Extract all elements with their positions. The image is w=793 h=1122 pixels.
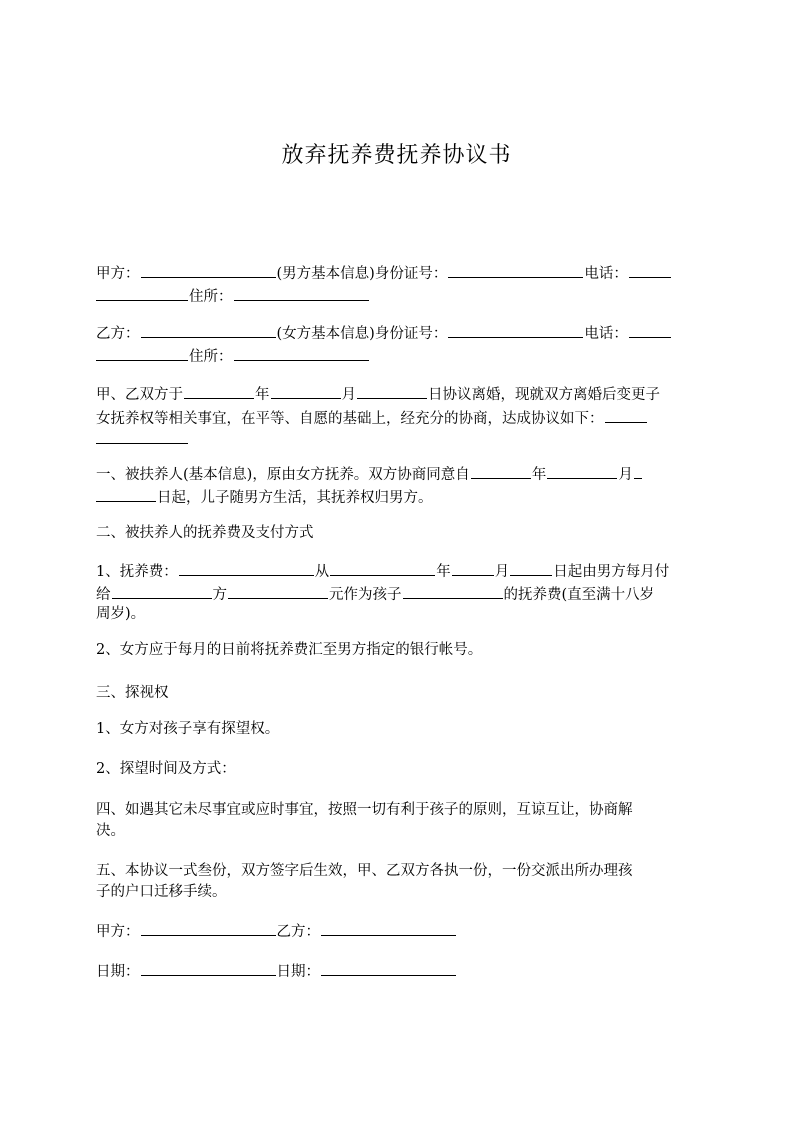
party-a-id-blank [448,262,583,278]
section4-line-2: 决。 [96,823,125,839]
section1-day-blank-cont [96,486,156,502]
signature-party-b-label: 乙方： [276,924,320,940]
signature-line [96,920,457,942]
section1-line-2 [96,486,433,508]
intro-line-2-text: 女抚养权等相关事宜，在平等、自愿的基础上，经充分的协商，达成协议如下： [96,411,604,427]
alimony-year-blank [330,560,435,576]
section1-prefix: 一、被扶养人(基本信息)，原由女方抚养。双方协商同意自 [96,467,470,483]
section2-item1-line-2 [96,583,654,605]
section1-day-blank [634,463,642,479]
alimony-recipient-blank [112,583,212,599]
alimony-child-blank [403,583,503,599]
intro-line-3 [96,428,189,450]
party-b-phone-label: 电话： [584,326,628,342]
signature-party-b-blank [321,920,456,936]
alimony-from: 从 [314,564,330,580]
alimony-label: 1、抚养费： [96,564,178,580]
date-a-blank [141,960,276,976]
intro-day-blank [357,383,427,399]
alimony-yuan: 元作为孩子 [329,587,402,603]
party-b-line-1 [96,322,672,344]
section2-item1-line-1 [96,560,669,582]
alimony-month-label: 月 [494,564,510,580]
party-a-info-note: (男方基本信息)身份证号： [276,266,448,282]
section1-month-label: 月 [618,467,633,483]
party-a-name-blank [141,262,276,278]
party-a-phone-blank-cont [96,285,188,301]
section1-line-1 [96,463,643,485]
section5-line-1: 五、本协议一式叁份，双方签字后生效，甲、乙双方各执一份，一份交派出所办理孩 [96,863,633,879]
intro-suffix: 日协议离婚，现就双方离婚后变更子 [428,387,660,403]
party-b-id-blank [448,322,583,338]
alimony-suffix: 日起由男方每月付 [553,564,670,580]
party-b-name-blank [141,322,276,338]
party-b-phone-blank [629,322,671,338]
section1-year-blank [471,463,531,479]
party-a-address-label: 住所： [189,289,233,305]
section5-line-2: 子的户口迁移手续。 [96,884,227,900]
section1-suffix: 日起，儿子随男方生活，其抚养权归男方。 [157,490,433,506]
party-b-address-blank [234,345,369,361]
party-b-label: 乙方： [96,326,140,342]
intro-year-label: 年 [255,387,270,403]
signature-party-a-label: 甲方： [96,924,140,940]
party-a-line-1 [96,262,672,284]
date-a-label: 日期： [96,964,140,980]
party-b-info-note: (女方基本信息)身份证号： [276,326,448,342]
signature-party-a-blank [141,920,276,936]
party-a-line-2 [96,285,370,307]
section2-item1-line-3: 周岁)。 [96,606,146,622]
party-a-label: 甲方： [96,266,140,282]
date-line [96,960,457,982]
document-title: 放弃抚养费抚养协议书 [281,143,512,168]
intro-month-label: 月 [341,387,356,403]
section3-item2: 2、探望时间及方式： [96,761,236,777]
alimony-year-label: 年 [436,564,451,580]
intro-year-blank [184,383,254,399]
intro-prefix: 甲、乙双方于 [96,387,183,403]
section2-heading: 二、被扶养人的抚养费及支付方式 [96,525,314,541]
party-a-phone-label: 电话： [584,266,628,282]
alimony-day-blank [510,560,552,576]
party-b-address-label: 住所： [189,349,233,365]
alimony-fang: 方 [212,587,227,603]
section4-line-1: 四、如遇其它未尽事宜或应时事宜，按照一切有利于孩子的原则，互谅互让，协商解 [96,802,633,818]
date-b-label: 日期： [276,964,320,980]
intro-trailing-blank [605,407,647,423]
section3-item1: 1、女方对孩子享有探望权。 [96,721,280,737]
party-a-phone-blank [629,262,671,278]
alimony-monthly-blank [228,583,328,599]
date-b-blank [321,960,456,976]
intro-trailing-blank-cont [96,428,188,444]
party-a-address-blank [234,285,369,301]
alimony-give: 给 [96,587,111,603]
party-b-line-2 [96,345,370,367]
intro-line-1 [96,383,660,405]
section3-heading: 三、探视权 [96,685,169,701]
alimony-month-blank [452,560,494,576]
intro-month-blank [271,383,341,399]
alimony-end: 的抚养费(直至满十八岁 [503,587,655,603]
alimony-amount-blank [179,560,314,576]
intro-line-2 [96,407,648,429]
party-b-phone-blank-cont [96,345,188,361]
section2-item2: 2、女方应于每月的日前将抚养费汇至男方指定的银行帐号。 [96,642,483,658]
section1-year-label: 年 [531,467,547,483]
section1-month-blank [547,463,617,479]
